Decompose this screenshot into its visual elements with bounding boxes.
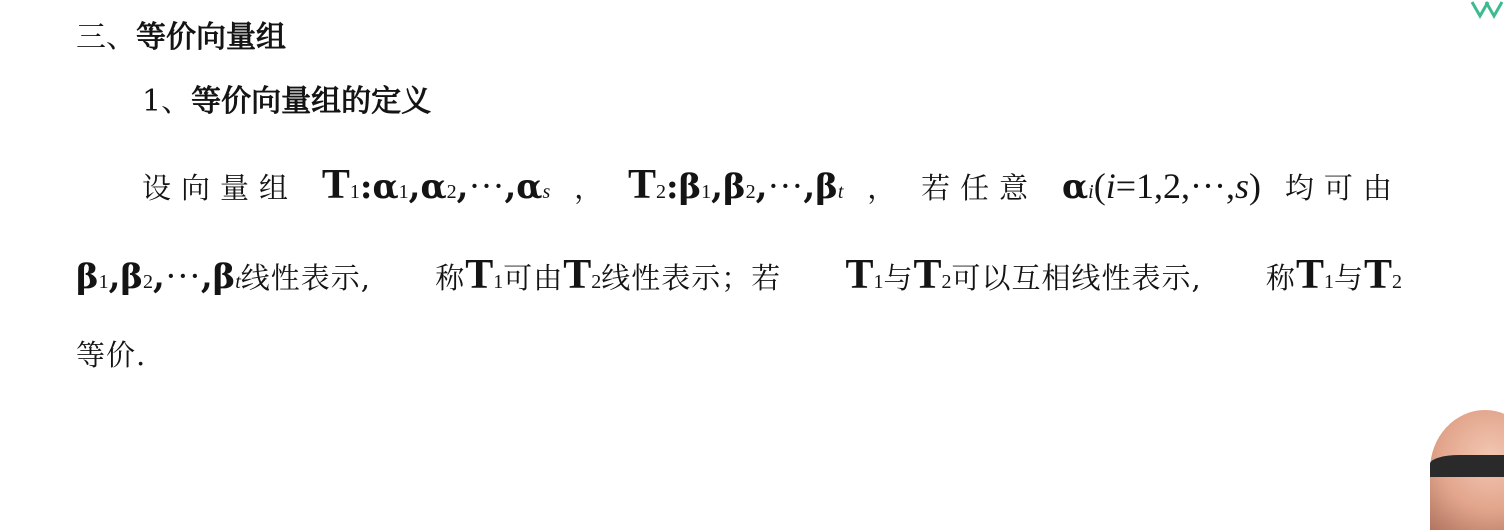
presenter-shoulder: [1430, 455, 1504, 477]
brand-logo-icon: [1464, 0, 1504, 20]
phrase-mutual: T 1 与 T 2 可以互相线性表示,: [845, 252, 1202, 298]
symbol-T1: T: [321, 162, 350, 208]
subsection-number: 1、: [142, 84, 192, 119]
text-equivalent: 等价.: [76, 338, 147, 372]
text-if-any: 若任意: [921, 171, 1039, 205]
text-can-be: 均可由: [1284, 171, 1402, 205]
formula-alpha-i-range: α i ( i = 1,2, ··· , s ): [1061, 166, 1262, 207]
definition-line-2: [76, 250, 1402, 303]
definition-line-1: 设向量组 T 1 : α 1 , α 2 , ··· , α s ， T 2 : β 1 , β 2 , ··· , β t ， 若任意 α i ( i = 1,2, ··· , s ) 均可由: [142, 160, 1402, 213]
formula-T1-alpha: T 1 : α 1 , α 2 , ··· , α s: [321, 162, 551, 208]
section-number: 三、: [76, 20, 136, 55]
section-heading: [76, 18, 286, 58]
formula-T2-beta: T 2 : β 1 , β 2 , ··· , β t: [628, 162, 844, 208]
subsection-heading: [142, 82, 431, 122]
formula-beta-seq: β 1 , β 2 , ··· , β t 线性表示,: [76, 256, 372, 297]
phrase-T1-by-T2: 称 T 1 可由 T 2 线性表示；若: [435, 252, 782, 298]
symbol-T2: T: [628, 162, 657, 208]
definition-line-3: [76, 330, 146, 380]
section-title: 等价向量组: [136, 20, 286, 55]
phrase-call-equivalent: 称 T 1 与 T 2: [1265, 252, 1402, 298]
subsection-title: 等价向量组的定义: [191, 84, 432, 119]
text-set-vector-group: 设向量组: [142, 171, 299, 205]
